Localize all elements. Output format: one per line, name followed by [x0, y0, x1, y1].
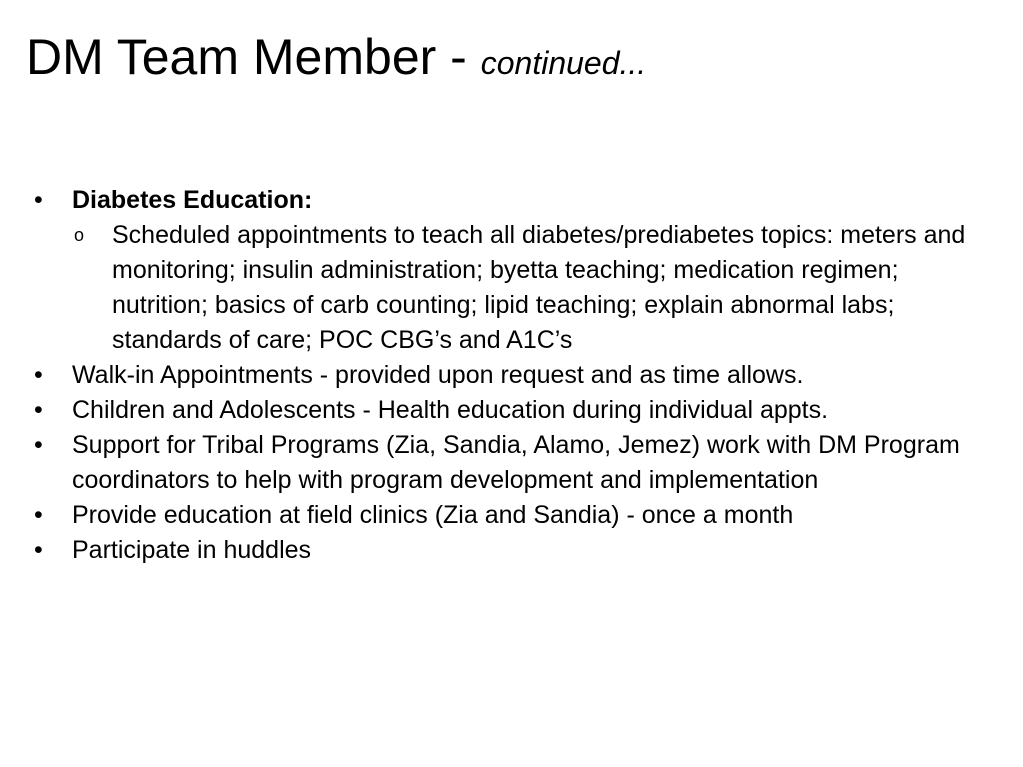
slide-title [26, 30, 646, 85]
sub-bullet-marker: o [74, 225, 85, 245]
slide-title-main: DM Team Member - [26, 29, 481, 85]
slide-content [30, 183, 995, 568]
bullet-text: Walk-in Appointments - provided upon request and as time allows. [72, 361, 804, 389]
bullet-item-diabetes-education [30, 183, 995, 358]
bullet-text: Provide education at field clinics (Zia and Sandia) - once a month [72, 501, 794, 529]
bullet-text: Diabetes Education: [72, 186, 313, 214]
bullet-marker: • [34, 501, 43, 529]
bullet-item-huddles [30, 533, 995, 568]
bullet-marker: • [34, 536, 43, 564]
sub-bullet-item-scheduled-appointments [72, 218, 995, 358]
bullet-text: Support for Tribal Programs (Zia, Sandia, Alamo, Jemez) work with DM Program coordinators to help with program development and implementation [72, 431, 960, 494]
bullet-marker: • [34, 396, 43, 424]
bullet-item-walk-in-appointments [30, 358, 995, 393]
bullet-marker: • [34, 361, 43, 389]
bullet-marker: • [34, 431, 43, 459]
bullet-text: Participate in huddles [72, 536, 312, 564]
bullet-item-field-clinics [30, 498, 995, 533]
bullet-list [30, 183, 995, 568]
slide-title-suffix: continued... [480, 45, 647, 81]
bullet-text: Children and Adolescents - Health education during individual appts. [72, 396, 829, 424]
sub-bullet-text: Scheduled appointments to teach all diabetes/prediabetes topics: meters and monitoring; insulin administration; byetta teaching; medication regimen; nutrition; basics of carb counting; lipid teaching; explain abnormal labs; standards of care; POC CBG’s and A1C’s [112, 221, 966, 354]
sub-bullet-list [72, 218, 995, 358]
bullet-marker: • [34, 186, 43, 214]
bullet-item-children-adolescents [30, 393, 995, 428]
bullet-item-tribal-programs [30, 428, 995, 498]
